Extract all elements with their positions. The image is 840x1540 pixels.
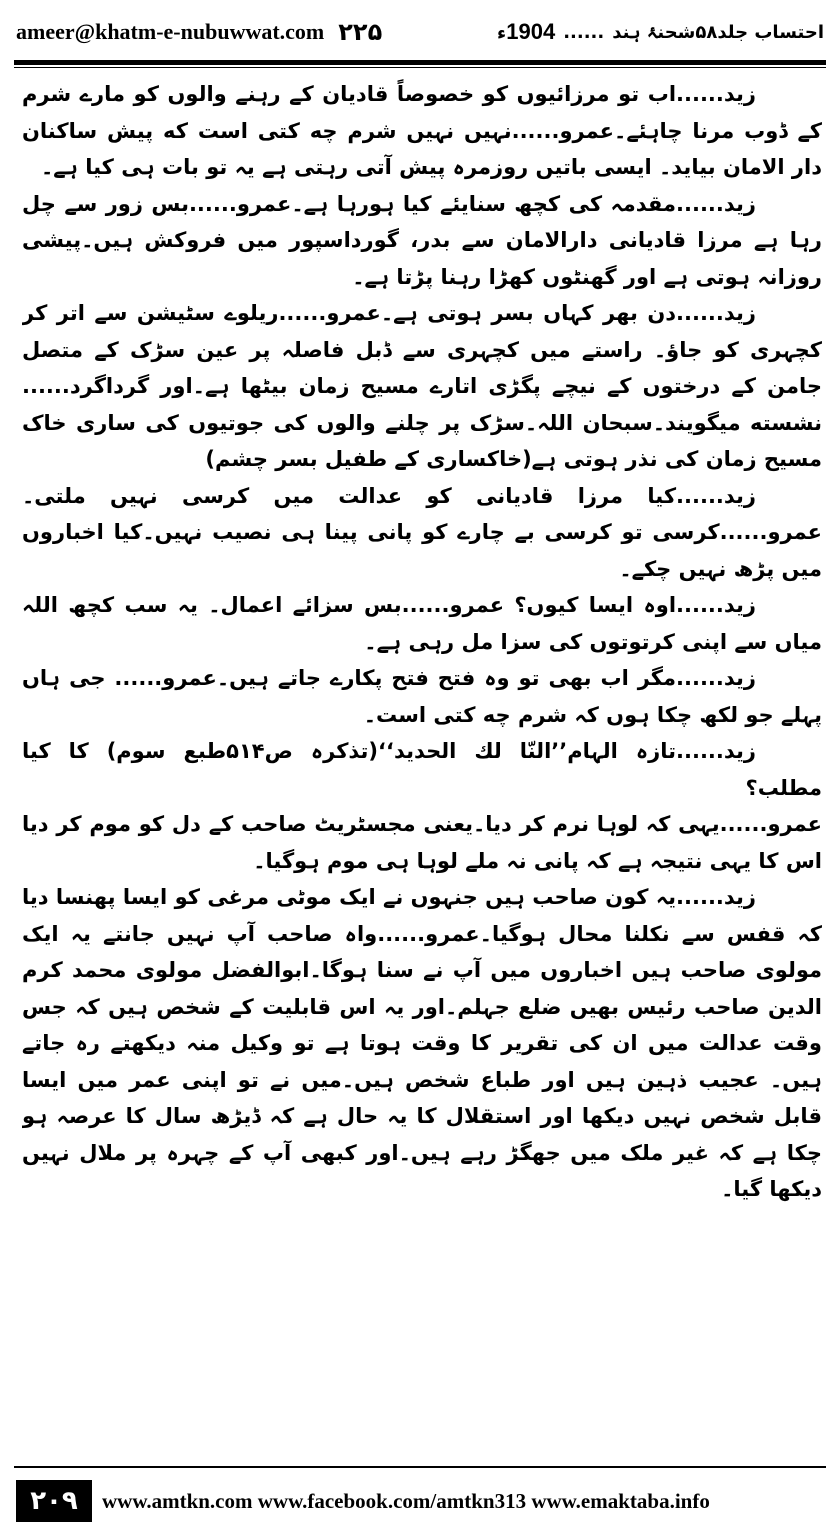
header-rule (14, 60, 826, 68)
paragraph: زید......اوہ ایسا کیوں؟ عمرو......بس سزائے اعمال۔ یہ سب کچھ اللہ میاں سے اپنی کرتوتوں کی سزا مل رہی ہے۔ (22, 593, 822, 654)
footer-links: www.amtkn.com www.facebook.com/amtkn313 www.emaktaba.info (102, 1488, 710, 1513)
header-book-title: احتساب جلد۵۸شحنۂ ہند (612, 21, 824, 43)
footer-page-number: ۲۰۹ (16, 1480, 92, 1522)
footer-rule (14, 1466, 826, 1468)
paragraph: زید......کیا مرزا قادیانی کو عدالت میں کرسی نہیں ملتی۔عمرو......کرسی تو کرسی بے چارے کو پانی پینا ہی نصیب نہیں۔کیا اخباروں میں پڑھ نہیں چکے۔ (22, 483, 822, 581)
header-year-group (497, 19, 555, 45)
paragraph: زید......دن بھر کہاں بسر ہوتی ہے۔عمرو......ریلوے سٹیشن سے اتر کر کچہری کو جاؤ۔ راستے میں کچہری سے ڈبل فاصلہ پر عین سڑک کے متصل جامن کے درختوں کے نیچے پگڑی اتارے مسیح زمان بیٹھا ہے۔اور گرداگرد...... نشسته میگویند۔سبحان اللہ۔سڑک پر چلنے والوں کی جوتیوں کی ساری خاک مسیح زمان کی نذر ہوتی ہے(خاکساری کے طفیل بسر چشم) (22, 301, 822, 471)
paragraph: زید......مقدمہ کی کچھ سنایئے کیا ہورہا ہے۔عمرو......بس زور سے چل رہا ہے مرزا قادیانی دارالامان سے بدر، گورداسپور میں فروکش ہیں۔پیشی روزانہ ہوتی ہے اور گھنٹوں کھڑا رہنا پڑتا ہے۔ (22, 191, 822, 289)
header-email: ameer@khatm-e-nubuwwat.com (16, 19, 325, 44)
paragraph: زید......اب تو مرزائیوں کو خصوصاً قادیان کے رہنے والوں کو مارے شرم کے ڈوب مرنا چاہئے۔عمرو......نہیں نہیں شرم چه کتی است که پیش ساکنان دار الامان بیاید۔ ایسی باتیں روزمرہ پیش آتی رہتی ہے یہ تو بات ہی کیا ہے۔ (22, 82, 822, 179)
header-year-suffix: ء (497, 23, 507, 44)
header-right (497, 19, 824, 45)
paragraph: زید......تازہ الہام’’النّا لك الحدید‘‘(تذکرہ ص۵۱۴طبع سوم) کا کیا مطلب؟ (22, 739, 822, 800)
header-year: 1904 (506, 19, 556, 44)
page-footer (16, 1476, 824, 1526)
page-header (16, 12, 824, 52)
header-left (16, 18, 382, 46)
header-page-number: ۲۲۵ (338, 18, 383, 46)
page-body (22, 76, 822, 1441)
paragraph: زید......مگر اب بھی تو وہ فتح فتح پکارے جاتے ہیں۔عمرو...... جی ہاں پہلے جو لکھ چکا ہوں کہ شرم چه کتی است۔ (22, 666, 822, 727)
paragraph: زید......یہ کون صاحب ہیں جنہوں نے ایک موٹی مرغی کو ایسا پھنسا دیا کہ قفس سے نکلنا محال ہوگیا۔عمرو......واہ صاحب آپ نہیں جانتے یہ ایک مولوی صاحب ہیں اخباروں میں آپ نے سنا ہوگا۔ابوالفضل مولوی محمد کرم الدین صاحب رئیس بھیں ضلع جہلم۔اور یہ اس قابلیت کے شخص ہیں کہ جس وقت عدالت میں ان کی تقریر کا وقت ہوتا ہے تو وکیل منہ دیکھتے رہ جاتے ہیں۔ عجیب ذہین ہیں اور طباع شخص ہیں۔میں نے تو اپنی عمر میں ایسا قابل شخص نہیں دیکھا اور استقلال کا یہ حال ہے کہ ڈیڑھ سال کا عرصہ ہو چکا ہے کہ غیر ملک میں جھگڑ رہے ہیں۔اور کبھی آپ کے چہرہ پر ملال نہیں دیکھا گیا۔ (22, 885, 822, 1201)
paragraph: عمرو......یہی کہ لوہا نرم کر دیا۔یعنی مجسٹریٹ صاحب کے دل کو موم کر دیا اس کا یہی نتیجہ ہے کہ پانی نہ ملے لوہا ہی موم ہوگیا۔ (22, 812, 822, 873)
header-dots: ...... (563, 21, 605, 43)
